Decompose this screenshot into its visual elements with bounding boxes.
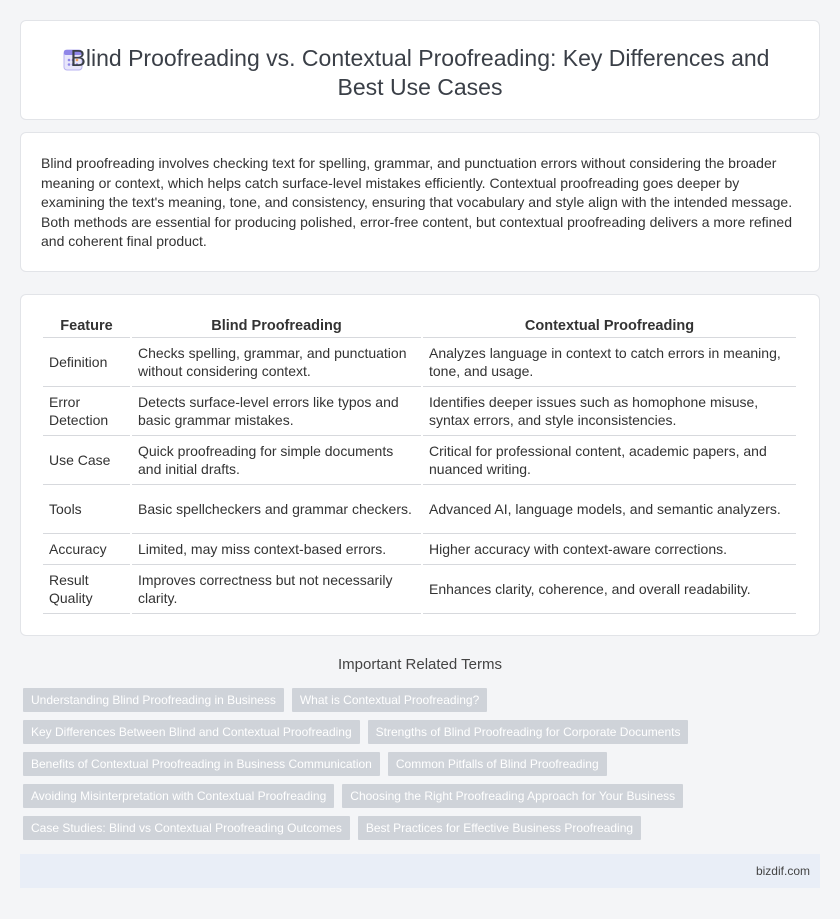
table-row — [43, 485, 796, 534]
cell-feature: Accuracy — [43, 534, 130, 565]
related-term-tag[interactable]: Benefits of Contextual Proofreading in Business Communication — [23, 752, 380, 776]
table-header-row — [43, 315, 796, 338]
table-row — [43, 338, 796, 387]
cell-contextual: Critical for professional content, academic papers, and nuanced writing. — [423, 436, 796, 485]
cell-feature: Error Detection — [43, 387, 130, 436]
cell-feature: Tools — [43, 485, 130, 534]
cell-blind: Improves correctness but not necessarily clarity. — [132, 565, 421, 614]
cell-feature: Use Case — [43, 436, 130, 485]
cell-contextual: Enhances clarity, coherence, and overall readability. — [423, 565, 796, 614]
term-row — [23, 784, 823, 808]
table-row — [43, 387, 796, 436]
cell-blind: Limited, may miss context-based errors. — [132, 534, 421, 565]
term-row — [23, 816, 823, 840]
related-term-tag[interactable]: Choosing the Right Proofreading Approach for Your Business — [342, 784, 683, 808]
intro-card — [20, 132, 820, 272]
related-terms-title: Important Related Terms — [338, 656, 502, 673]
related-term-tag[interactable]: Common Pitfalls of Blind Proofreading — [388, 752, 607, 776]
comparison-table — [41, 315, 798, 614]
table-row — [43, 436, 796, 485]
related-term-tag[interactable]: What is Contextual Proofreading? — [292, 688, 487, 712]
cell-contextual: Analyzes language in context to catch errors in meaning, tone, and usage. — [423, 338, 796, 387]
cell-contextual: Identifies deeper issues such as homophone misuse, syntax errors, and style inconsistencies. — [423, 387, 796, 436]
related-term-tag[interactable]: Best Practices for Effective Business Proofreading — [358, 816, 641, 840]
related-term-tag[interactable]: Case Studies: Blind vs Contextual Proofreading Outcomes — [23, 816, 350, 840]
related-term-tag[interactable]: Key Differences Between Blind and Contextual Proofreading — [23, 720, 360, 744]
related-term-tag[interactable]: Avoiding Misinterpretation with Contextual Proofreading — [23, 784, 334, 808]
table-row — [43, 534, 796, 565]
comparison-card — [20, 294, 820, 636]
cell-blind: Quick proofreading for simple documents and initial drafts. — [132, 436, 421, 485]
header-contextual: Contextual Proofreading — [423, 315, 796, 338]
intro-paragraph: Blind proofreading involves checking text for spelling, grammar, and punctuation errors without considering the broader meaning or context, which helps catch surface-level mistakes efficiently. Contextual proofreading goes deeper by examining the text's meaning, tone, and consistency, ensuring that vocabulary and style align with the intended message. Both methods are essential for producing polished, error-free content, but contextual proofreading delivers a more refined and coherent final product. — [41, 155, 793, 249]
header-card — [20, 20, 820, 120]
related-terms-list — [23, 688, 823, 848]
term-row — [23, 688, 823, 712]
cell-contextual: Higher accuracy with context-aware corrections. — [423, 534, 796, 565]
cell-feature: Definition — [43, 338, 130, 387]
cell-contextual: Advanced AI, language models, and semantic analyzers. — [423, 485, 796, 534]
header-feature: Feature — [43, 315, 130, 338]
term-row — [23, 752, 823, 776]
footer — [20, 854, 820, 888]
cell-feature: Result Quality — [43, 565, 130, 614]
cell-blind: Detects surface-level errors like typos and basic grammar mistakes. — [132, 387, 421, 436]
related-term-tag[interactable]: Strengths of Blind Proofreading for Corporate Documents — [368, 720, 689, 744]
table-row — [43, 565, 796, 614]
cell-blind: Basic spellcheckers and grammar checkers. — [132, 485, 421, 534]
footer-site[interactable]: bizdif.com — [755, 864, 810, 878]
page-title: Blind Proofreading vs. Contextual Proofreading: Key Differences and Best Use Cases — [70, 45, 770, 100]
header-blind: Blind Proofreading — [132, 315, 421, 338]
cell-blind: Checks spelling, grammar, and punctuation without considering context. — [132, 338, 421, 387]
term-row — [23, 720, 823, 744]
related-term-tag[interactable]: Understanding Blind Proofreading in Business — [23, 688, 284, 712]
